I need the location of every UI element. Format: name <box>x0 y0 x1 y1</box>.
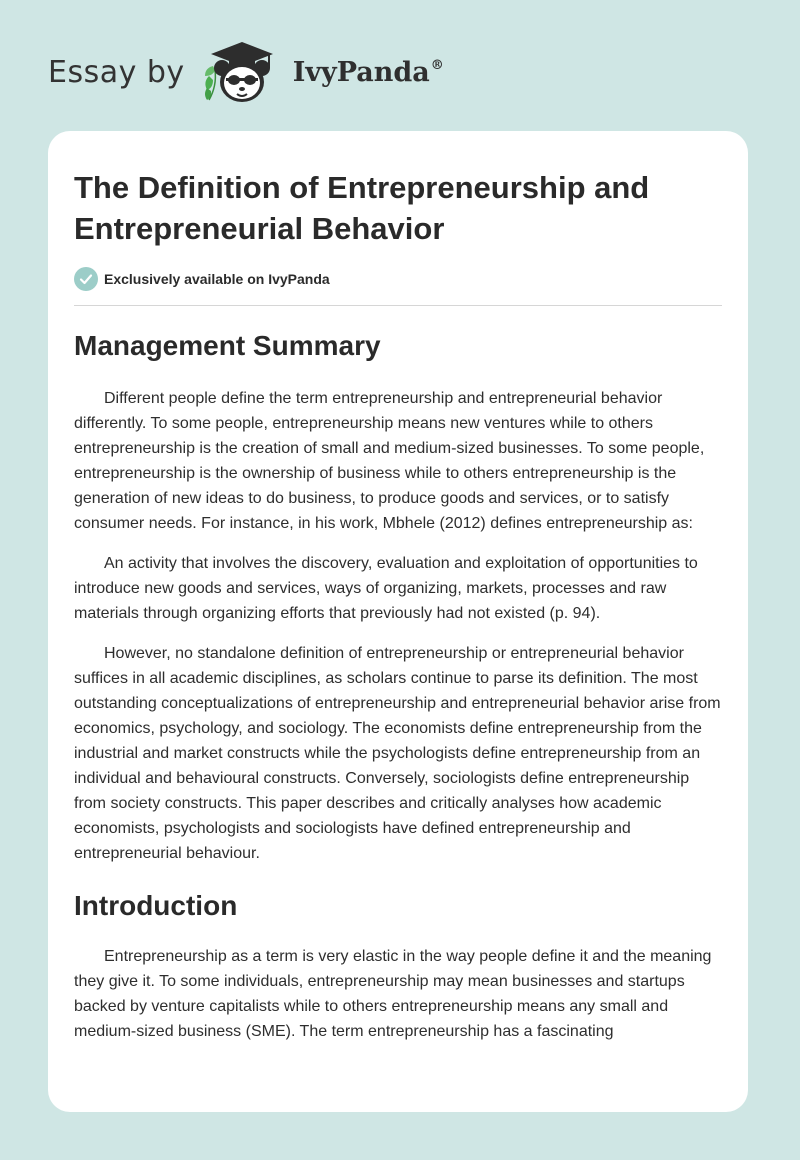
panda-graduate-logo-icon <box>199 36 285 108</box>
paragraph: An activity that involves the discovery, evaluation and exploitation of opportunities to introduce new goods and services, ways of organizing, markets, processes and raw materials through organizing efforts that previously had not existed (p. 94). <box>74 555 698 622</box>
section-heading: Management Summary <box>74 330 381 361</box>
exclusive-label: Exclusively available on IvyPanda <box>104 271 330 287</box>
checkmark-icon <box>74 267 98 291</box>
paragraph: Entrepreneurship as a term is very elastic in the way people define it and the meaning they give it. To some individuals, entrepreneurship may mean businesses and startups backed by venture capitalists while to others entrepreneurship means any small and medium-sized business (SME). The term entrepreneurship has a fascinating <box>74 948 712 1040</box>
essay-card <box>48 131 748 1112</box>
paragraph: However, no standalone definition of entrepreneurship or entrepreneurial behavior suffices in all academic disciplines, as scholars continue to parse its definition. The most outstanding conceptualizations of entrepreneurship and entrepreneurial behavior arise from economics, psychology, and sociology. The economists define entrepreneurship from the industrial and market constructs while the psychologists define entrepreneurship from an individual and behavioural constructs. Conversely, sociologists define entrepreneurship from society constructs. This paper describes and critically analyses how academic economists, psychologists and sociologists have defined entrepreneurship and entrepreneurial behaviour. <box>74 645 721 862</box>
exclusive-badge <box>74 267 722 306</box>
essay-by-label: Essay by <box>48 54 185 90</box>
paragraph: Different people define the term entrepreneurship and entrepreneurial behavior differently. To some people, entrepreneurship means new ventures while to others entrepreneurship is the creation of small and medium-sized businesses. To some people, entrepreneurship is the ownership of business while to others entrepreneurship is the generation of new ideas to do business, to produce goods and services, or to satisfy consumer needs. For instance, in his work, Mbhele (2012) defines entrepreneurship as: <box>74 390 705 532</box>
page-title: The Definition of Entrepreneurship and Entrepreneurial Behavior <box>74 170 650 246</box>
brand-name: IvyPanda® <box>292 56 444 88</box>
site-header <box>48 36 444 108</box>
registered-mark: ® <box>430 57 444 73</box>
section-heading: Introduction <box>74 890 238 921</box>
